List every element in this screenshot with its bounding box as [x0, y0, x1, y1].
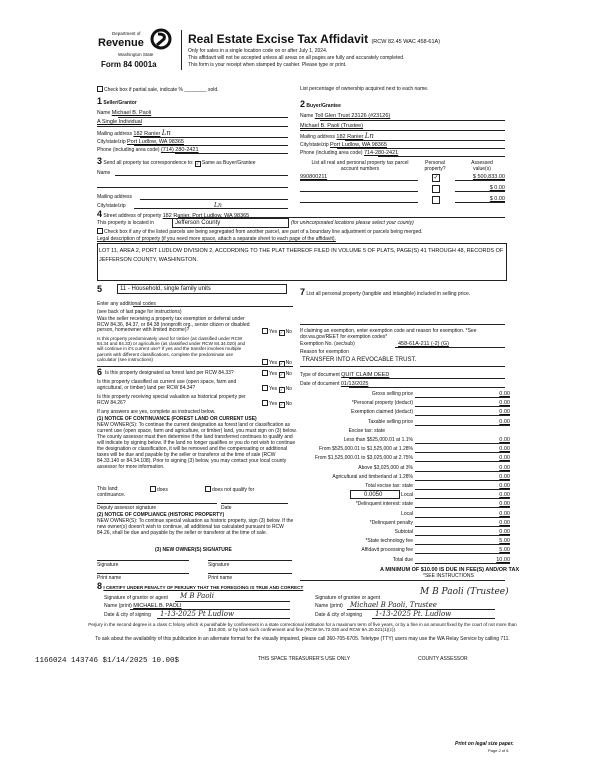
tax-row-line — [415, 489, 510, 490]
grantor-signature[interactable]: M B Paoli — [180, 592, 215, 600]
tax-row-value[interactable]: 0.00 — [499, 446, 510, 453]
tax-row-label: From $525,000.01 to $1,525,000 at 1.28% — [319, 446, 413, 453]
parcel-number-field[interactable]: 990800211 — [300, 174, 328, 180]
buyer-phone-field[interactable]: 714-280-2421 — [363, 150, 399, 156]
question-text: Is this property receiving special valuation as historical property per RCW 84.26? — [97, 394, 246, 406]
field-label: Name (print) — [315, 603, 343, 609]
certify-statement: I CERTIFY UNDER PENALTY OF PERJURY THAT THE FOREGOING IS TRUE AND CORRECT — [103, 585, 304, 590]
tax-row-line — [415, 480, 510, 481]
tax-row-value[interactable]: 10.00 — [496, 556, 510, 563]
tax-row-value[interactable]: 0.00 — [499, 483, 510, 489]
tax-row — [300, 428, 510, 434]
tax-row-line — [415, 563, 510, 564]
legal-description-value: LOT 11, AREA 2, PORT LUDLOW DIVISION 2, ACCORDING TO THE PLAT THEREOF FILED IN VOLUME 5 OF PLATS, PAGE(S) 41 THROUGH 48, RECORDS OF JEFFERSON COUNTY, WASHINGTON. — [99, 248, 504, 263]
no-checkbox[interactable]: ✓ — [279, 330, 284, 335]
field-label: City/state/zip — [300, 142, 329, 148]
minimum-due-note: A MINIMUM OF $10.00 IS DUE IN FEE(S) AND/OR TAX — [380, 567, 520, 573]
tax-row-value[interactable]: 0.00 — [499, 400, 510, 407]
header-note-1: Only for sales in a single location code on or after July 1, 2024. — [188, 48, 328, 54]
grantor-name-field[interactable]: MICHAEL B. PAOLI — [133, 603, 182, 609]
field-label: Mailing address — [97, 194, 133, 200]
cashier-stamp: 1166024 143746 $1/14/2025 10.00$ — [35, 657, 180, 665]
assessor-label: COUNTY ASSESSOR — [418, 656, 468, 662]
no-checkbox[interactable]: ✓ — [279, 402, 284, 407]
tax-row — [300, 446, 510, 452]
personal-property-checkbox[interactable]: ✓ — [433, 175, 439, 181]
tax-row-value[interactable]: 0.00 — [499, 464, 510, 471]
personal-property-checkbox[interactable] — [432, 196, 440, 204]
buyer-name2-field[interactable]: Michael B. Paoli (Trustee) — [300, 123, 364, 129]
form-title: Real Estate Excise Tax Affidavit — [188, 32, 369, 46]
partial-sale-label: Check box if partial sale, indicate % — [104, 87, 183, 93]
field-label: Mailing address — [300, 134, 336, 140]
correspondence-name-field[interactable] — [115, 175, 288, 176]
tax-row-label: Affidavit processing fee — [361, 547, 413, 554]
field-label: Same as Buyer/Grantee — [201, 160, 256, 166]
field-label: If claiming an exemption, enter exemption code and reason for exemption. *See dor.wa.gov/REET for exemption codes* — [300, 328, 477, 340]
tax-row — [300, 547, 510, 553]
parcel-col-header: Personal property? — [424, 160, 446, 172]
new-owner-print-2[interactable] — [208, 573, 292, 574]
tax-row — [300, 483, 510, 489]
tax-row — [300, 409, 510, 415]
tax-row-value[interactable]: 0.00 — [499, 455, 510, 462]
handwritten-note: Ln — [214, 202, 222, 209]
print-legal-note: Print on legal size paper. — [455, 741, 514, 747]
field-label: Signature of grantee or agent — [315, 595, 381, 601]
section-number: 5 — [97, 284, 103, 294]
tax-row-value[interactable]: 0.00 — [499, 409, 510, 416]
correspondence-city-field[interactable] — [134, 208, 288, 209]
local-rate-field[interactable] — [350, 490, 400, 499]
field-label: continuance. — [97, 492, 126, 498]
field-label: Check box if any of the listed parcels are being segregated from another parcel, are part of a boundary line adjustment or parcels being merged. — [104, 229, 423, 235]
same-as-buyer-checkbox[interactable]: ✓ — [196, 161, 200, 166]
revenue-logo-icon — [150, 28, 172, 50]
field-label: List all personal property (tangible and intangible) included in selling price. — [306, 291, 471, 297]
field-label: Date & city of signing — [315, 612, 362, 618]
tax-row-value[interactable]: 0.00 — [499, 473, 510, 480]
tax-row — [300, 538, 510, 544]
form-title-row — [188, 32, 440, 49]
tax-row — [300, 492, 510, 498]
assessed-value-field[interactable]: $ 500,833.00 — [472, 174, 505, 180]
tax-row-label: Total due — [392, 556, 413, 563]
field-label: Date & city of signing — [104, 612, 151, 618]
grantee-signature[interactable]: M B Paoli (Trustee) — [420, 587, 509, 597]
yes-checkbox[interactable] — [262, 400, 268, 406]
document-date-field[interactable]: 01/13/2025 — [340, 381, 369, 387]
yes-checkbox[interactable] — [262, 370, 268, 376]
partial-sale-row[interactable]: Check box if partial sale, indicate % ________ sold. — [97, 86, 219, 93]
field-label: This property is located in — [97, 220, 154, 226]
seller-name-field[interactable]: Michael B. Paoli — [111, 110, 152, 116]
new-owner-signature-2[interactable] — [208, 560, 292, 561]
tax-row-label: *Personal property (deduct) — [351, 400, 413, 407]
dept-label: Department of — [112, 31, 141, 36]
tax-row-line — [415, 544, 510, 545]
correspondence-mailing-field[interactable] — [140, 199, 288, 200]
field-label: Phone (including area code) — [97, 147, 160, 153]
notice-text: NEW OWNER(S): To continue special valuation as historic property, sign (3) below. If the new owner(s) doesn't wish to continue, all additional tax calculated pursuant to RCW 84.26, shall be due and payable by the seller or transferor at the time of sale. — [97, 518, 294, 536]
form-number: Form 84 0001a — [101, 60, 157, 69]
additional-codes-field[interactable] — [133, 306, 293, 307]
tax-row — [300, 391, 510, 397]
tax-row — [300, 529, 510, 535]
tax-row-value[interactable]: 0.00 — [499, 492, 510, 499]
field-note: (see back of last page for instructions) — [97, 309, 182, 315]
buyer-city-field[interactable]: Port Ludlow, WA 98365 — [330, 142, 387, 148]
notice-text: NEW OWNER(S): To continue the current designation as forest land or classification as current use (open space, farm and agriculture, or timber) land, you must sign on (3) below. The county assessor must then determine if the land transferred continues to qualify and will indicate by signing below. If the land no longer qualifies or you do not wish to continue the designation or classification, it will be removed and the compensating or additional taxes will be due and payable by the seller or transferor at the time of sale (RCW 84.33.140 or 84.34.108). Prior to signing (3) below, you may contact your local county assessor for more information. — [97, 422, 297, 470]
field-label: Phone (including area code) — [300, 150, 363, 156]
field-label: Print name — [97, 575, 122, 581]
field-label: Name (print) — [104, 603, 132, 609]
county-note: (for unincorporated locations please select your county) — [291, 220, 414, 226]
tax-row — [300, 465, 510, 471]
tax-row-label: Taxable selling price — [367, 418, 413, 425]
field-label: Date of document — [300, 381, 340, 387]
field-label: Name — [97, 110, 111, 116]
segregated-checkbox[interactable] — [97, 228, 103, 234]
handwritten-note: Ln — [161, 129, 171, 137]
deputy-signature-field[interactable] — [97, 503, 217, 504]
question-text: Is this property predominately used for timber (as classified under RCW 84.34 and 84.33) or agriculture (as classified under RCW 84.34.020) and will continue in it's current use? If yes and the transfer involves multiple parcels with different classifications, complete the predominate use calculator (see instructions) — [97, 336, 246, 362]
perjury-notice: Perjury in the second degree is a class C felony which is punishable by confinement in a state correctional institution for a maximum term of five years, or by a fine in an amount fixed by the court of not more than $10,000, or by both such confinement and fine (RCW 9A.72.030 and RCW 9A.20.021(1)(c)). — [88, 622, 517, 632]
section-number: 6 — [97, 367, 103, 377]
grantor-date-field[interactable]: 1-13-2025 Pt Ludlow — [160, 610, 234, 618]
seller-name2-field[interactable]: A Single Individual — [97, 119, 142, 125]
field-label: City/state/zip — [97, 139, 126, 145]
header-note-2: This affidavit will not be accepted unless all areas on all pages are fully and accurately completed. — [188, 55, 405, 61]
tax-row-value[interactable]: 0.00 — [499, 437, 510, 443]
section-number: 3 — [97, 156, 103, 166]
treasurer-label: THIS SPACE TREASURER'S USE ONLY — [258, 656, 351, 662]
ownership-note: List percentage of ownership acquired next to each name. — [300, 86, 429, 92]
tax-row-line — [415, 507, 510, 508]
document-type-field[interactable]: QUIT CLAIM DEED — [341, 372, 390, 378]
grantee-date-field[interactable]: 1-13-2025 Pt. Ludlow — [375, 610, 452, 618]
section-number: 2 — [300, 99, 306, 109]
notice-title: (1) NOTICE OF CONTINUANCE (FOREST LAND OR CURRENT USE) — [97, 416, 257, 422]
tax-row-label: Agricultural and timberland at 1.28% — [332, 473, 413, 480]
new-owner-signature-1[interactable] — [97, 560, 189, 561]
field-label: Reason for exemption — [300, 349, 349, 355]
tax-row-line — [415, 443, 510, 444]
form-rcw: (RCW 82.45 WAC 458-61A) — [371, 39, 441, 45]
tax-row-line — [415, 498, 510, 499]
no-checkbox[interactable]: ✓ — [279, 361, 284, 366]
seller-city-field[interactable]: Port Ludlow, WA 98365 — [127, 139, 184, 145]
alt-format-notice: To ask about the availability of this publication in an alternate format for the visually impaired, please call 360-705-6705. Teletype (TTY) users may use the WA Relay Service by calling 711. — [95, 636, 510, 642]
tax-row-line — [415, 553, 510, 554]
partial-sale-checkbox[interactable] — [97, 86, 103, 92]
tax-row-value[interactable]: 0.00 — [499, 519, 510, 526]
tax-row-line — [415, 526, 510, 527]
tax-row-value[interactable]: 0.00 — [499, 418, 510, 425]
exemption-reason-field[interactable]: TRANSFER INTO A REVOCABLE TRUST. — [302, 357, 417, 363]
section-title: Buyer/Grantee — [306, 103, 341, 109]
instruction-text: If any answers are yes, complete as instructed below. — [97, 409, 216, 415]
field-label: Send all property tax correspondence to: — [103, 160, 194, 166]
notice-title: (2) NOTICE OF COMPLIANCE (HISTORIC PROPERTY) — [97, 512, 225, 518]
buyer-mailing-field[interactable]: 182 Ranier — [336, 134, 364, 140]
tax-row-line — [415, 415, 510, 416]
exemption-number-field[interactable]: 458-61A-211 (-2) (G) — [398, 341, 449, 347]
field-label: City/state/zip — [97, 203, 126, 209]
header-note-3: This form is your receipt when stamped by cashier. Please type or print. — [188, 62, 347, 68]
tax-row — [300, 557, 510, 563]
property-street-field[interactable]: 182 Ranier, Port Ludlow, WA 98365 — [162, 213, 250, 219]
new-owner-print-1[interactable] — [97, 573, 189, 574]
tax-row-value[interactable]: 5.00 — [499, 547, 510, 554]
tax-row — [300, 511, 510, 517]
field-label: Deputy assessor signature — [97, 505, 157, 511]
question-text: Is this property designated as forest land per RCW 84.33? — [105, 370, 234, 376]
parcel-col-header: List all real and personal property tax parcel account numbers — [311, 160, 409, 172]
field-label: Signature — [208, 562, 230, 568]
field-label: This land: — [97, 486, 119, 492]
question-text: Is this property classified as current use (open space, farm and agricultural, or timber) land per RCW 84.34? — [97, 379, 237, 391]
agency-name: Revenue — [98, 37, 144, 49]
seller-phone-field[interactable]: (714) 280-2421 — [160, 147, 199, 153]
tax-row-value[interactable]: 0.00 — [499, 501, 510, 508]
section-number: 1 — [97, 96, 103, 106]
tax-row — [300, 520, 510, 526]
assessed-value-field[interactable]: $ 0.00 — [489, 196, 505, 202]
legal-description-field[interactable] — [97, 243, 507, 281]
see-instructions-note: *SEE INSTRUCTIONS — [423, 573, 474, 579]
tax-row — [300, 419, 510, 425]
tax-row-label: Total excise tax: state — [365, 483, 413, 489]
tax-row — [300, 474, 510, 480]
field-label: Type of document — [300, 372, 340, 378]
use-code-select[interactable] — [117, 284, 287, 294]
section-title: Seller/Grantor — [103, 100, 137, 106]
tax-row-label: Exemption claimed (deduct) — [351, 409, 413, 416]
personal-property-field[interactable] — [300, 324, 505, 325]
deputy-date-field[interactable] — [221, 503, 288, 504]
section-number: 4 — [97, 209, 103, 219]
personal-property-checkbox[interactable] — [432, 185, 440, 193]
section-number: 7 — [300, 287, 306, 297]
no-checkbox[interactable]: ✓ — [279, 387, 284, 392]
field-label: Enter any additional codes — [97, 301, 156, 307]
field-label: Signature — [97, 562, 119, 568]
handwritten-note: Ln — [364, 132, 374, 140]
field-label: Name — [97, 170, 111, 176]
does-not-qualify-checkbox[interactable] — [205, 486, 211, 492]
tax-row-line — [415, 397, 510, 398]
field-label: Street address of property — [103, 213, 162, 219]
seller-mailing-field[interactable]: 182 Ranier — [133, 131, 161, 137]
tax-row-value[interactable]: 0.00 — [499, 529, 510, 535]
tax-row-label: Above $3,025,000 at 3% — [358, 464, 413, 471]
yes-checkbox[interactable] — [262, 385, 268, 391]
field-label: Print name — [208, 575, 233, 581]
assessed-value-field[interactable]: $ 0.00 — [489, 185, 505, 191]
buyer-name-field[interactable]: Toll Glen Trust 23126 (#23126) — [314, 113, 391, 119]
tax-row — [300, 400, 510, 406]
tax-row-line — [415, 461, 510, 462]
county-select[interactable] — [172, 218, 289, 228]
tax-row-label: Subtotal — [394, 529, 413, 535]
tax-row-line — [415, 406, 510, 407]
question-text: Was the seller receiving a property tax exemption or deferral under RCW 84.36, 84.37, or 84.38 (nonprofit org., senior citizen or disabled person, homeowner with limited income)? — [97, 316, 250, 333]
field-label: Date — [221, 505, 232, 511]
page-number: Page 2 of 6 — [488, 748, 509, 753]
header-divider — [181, 30, 182, 70]
tax-row-label: *Delinquent interest: state — [355, 501, 413, 508]
partial-sold-label: sold. — [207, 87, 219, 93]
field-label: Name — [300, 113, 314, 119]
does-qualify-checkbox[interactable] — [150, 486, 156, 492]
tax-row-label: Local — [401, 510, 413, 517]
section-number: 8 — [97, 581, 103, 591]
tax-row-value[interactable]: 5.00 — [499, 538, 510, 545]
use-code-value: 11 - Household, single family units — [120, 286, 211, 292]
notice-title: (3) NEW OWNER(S) SIGNATURE — [155, 547, 232, 553]
tax-row-label: Excise tax: state — [348, 427, 385, 434]
field-label: Mailing address — [97, 131, 133, 137]
tax-row-label: *State technology fee — [365, 538, 413, 545]
tax-row-label: From $1,525,000.01 to $3,025,000 at 2.75% — [314, 455, 413, 462]
tax-row-line — [415, 517, 510, 518]
tax-row-label: Local — [401, 492, 413, 499]
parcel-col-header: Assessed value(s) — [471, 160, 493, 172]
field-label: Legal description of property (if you need more space, attach a separate sheet to each page of the affidavit). — [97, 236, 336, 242]
tax-row-value[interactable]: 0.00 — [499, 510, 510, 517]
tax-row-label: Gross selling price — [371, 391, 413, 397]
tax-row-value[interactable]: 0.00 — [499, 391, 510, 397]
tax-row-label: Less than $525,000.01 at 1.1% — [343, 437, 413, 443]
field-label: Signature of grantor or agent — [104, 595, 168, 601]
state-label: Washington State — [118, 52, 154, 57]
tax-row-line — [415, 452, 510, 453]
tax-row — [300, 437, 510, 443]
no-checkbox[interactable]: ✓ — [279, 372, 284, 377]
tax-row-line — [415, 535, 510, 536]
yes-checkbox[interactable] — [262, 359, 268, 365]
grantee-name-field[interactable]: Michael B Paoli, Trustee — [350, 601, 437, 609]
tax-row — [300, 455, 510, 461]
field-label: Exemption No. (sec/sub) — [300, 341, 355, 347]
yes-checkbox[interactable] — [262, 328, 268, 334]
local-rate-value: 0.0050 — [364, 491, 383, 498]
tax-row-line — [415, 471, 510, 472]
tax-row — [300, 501, 510, 507]
tax-row-line — [415, 425, 510, 426]
tax-row-label: *Delinquent penalty — [369, 519, 413, 526]
county-value: Jefferson County — [175, 220, 221, 226]
